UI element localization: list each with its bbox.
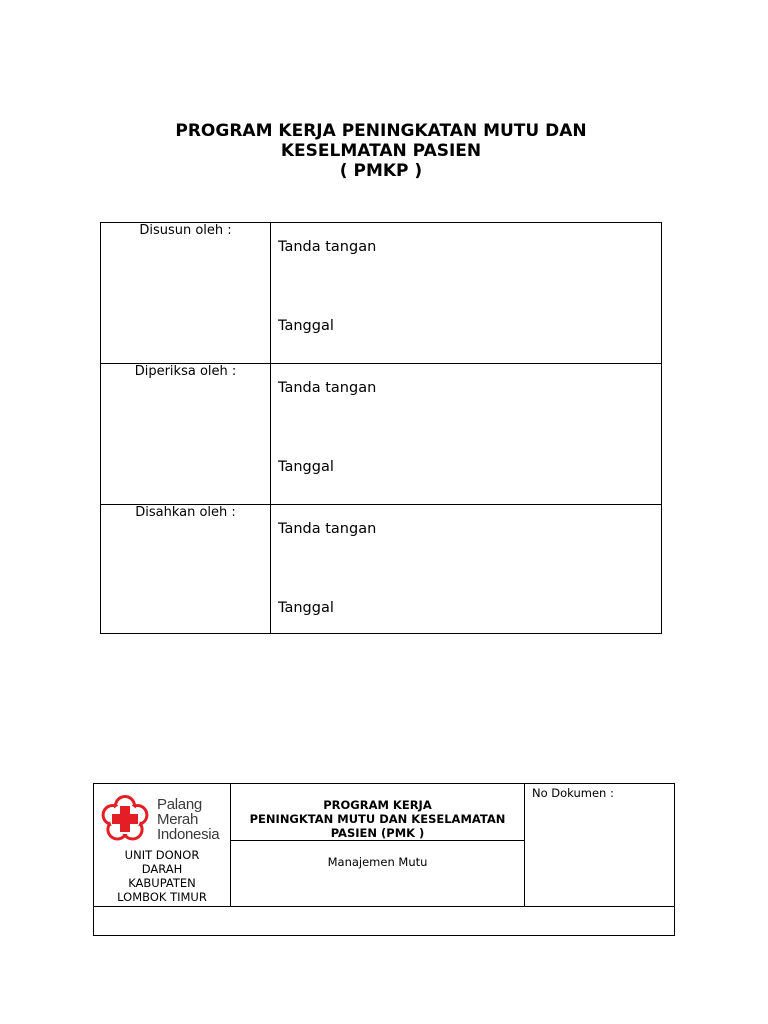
signature-label: Tanda tangan bbox=[278, 521, 377, 537]
program-title-cell: PROGRAM KERJA PENINGKTAN MUTU DAN KESELAMATAN PASIEN (PMK ) bbox=[231, 784, 525, 841]
approval-row-checked bbox=[101, 364, 662, 505]
doc-number-cell: No Dokumen : bbox=[525, 784, 675, 907]
approval-label: Disusun oleh : bbox=[101, 223, 271, 364]
approval-label: Diperiksa oleh : bbox=[101, 364, 271, 505]
approval-fields bbox=[271, 505, 662, 634]
date-label: Tanggal bbox=[278, 318, 334, 334]
approval-row-approved bbox=[101, 505, 662, 634]
signature-label: Tanda tangan bbox=[278, 239, 377, 255]
approval-fields bbox=[271, 364, 662, 505]
pmi-logo bbox=[94, 784, 230, 846]
department-cell: Manajemen Mutu bbox=[231, 841, 525, 907]
logo-wordmark: Palang Merah Indonesia bbox=[157, 795, 220, 843]
title-line-3: ( PMKP ) bbox=[339, 161, 423, 181]
approval-row-prepared bbox=[101, 223, 662, 364]
org-cell bbox=[94, 784, 231, 907]
approval-fields bbox=[271, 223, 662, 364]
title-line-2: KESELMATAN PASIEN bbox=[280, 141, 482, 161]
date-label: Tanggal bbox=[278, 600, 334, 616]
document-footer bbox=[93, 783, 675, 936]
footer-blank-row bbox=[94, 907, 675, 936]
approval-table bbox=[100, 222, 662, 634]
document-title bbox=[0, 121, 762, 181]
date-label: Tanggal bbox=[278, 459, 334, 475]
approval-label: Disahkan oleh : bbox=[101, 505, 271, 634]
title-line-1: PROGRAM KERJA PENINGKATAN MUTU DAN bbox=[175, 121, 587, 141]
signature-label: Tanda tangan bbox=[278, 380, 377, 396]
unit-name: UNIT DONOR DARAH KABUPATEN LOMBOK TIMUR bbox=[117, 848, 207, 904]
red-cross-flower-icon bbox=[99, 793, 151, 845]
